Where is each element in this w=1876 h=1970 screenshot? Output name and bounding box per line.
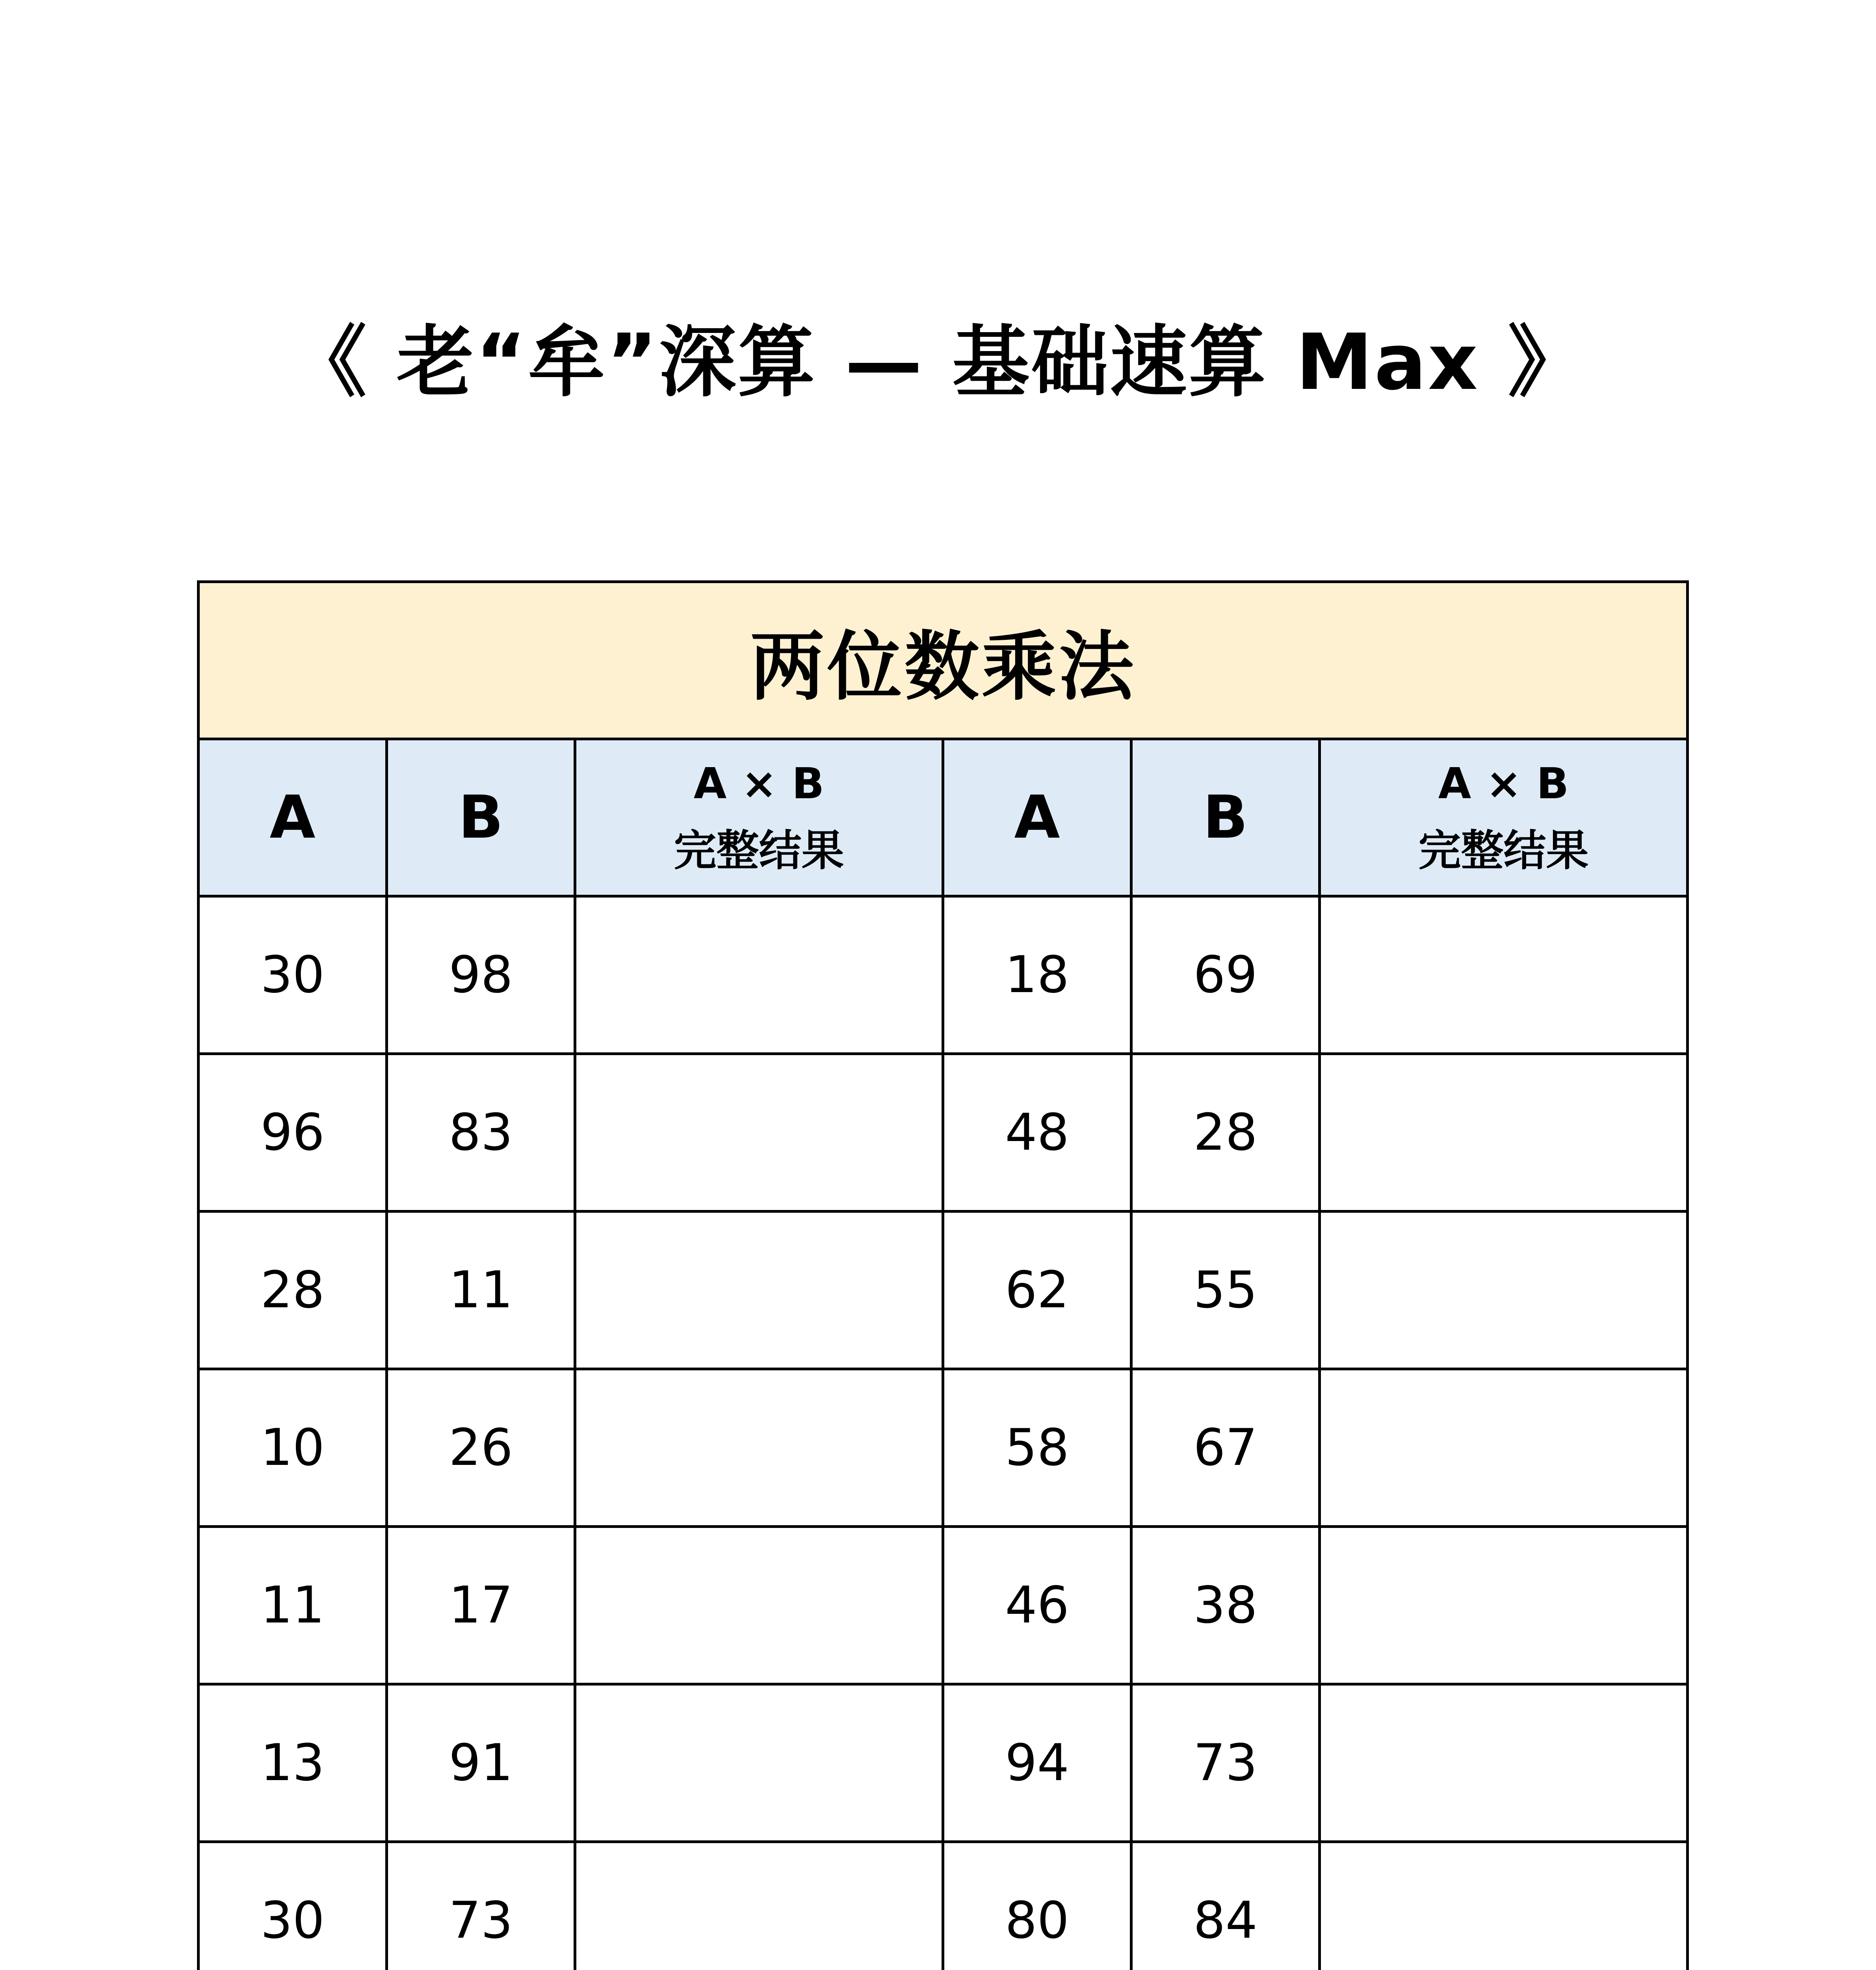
page-title: 《 老“牟”深算 — 基础速算 Max 》 [289,318,1587,407]
right-answer-box[interactable] [1320,1212,1688,1369]
header-result-label: 完整结果 [1418,826,1589,875]
left-b-value: 98 [387,896,575,1054]
left-answer-box[interactable] [575,1684,943,1842]
header-result-left [575,739,943,896]
left-a-value: 11 [199,1527,387,1684]
header-b-right: B [1131,739,1320,896]
left-a-value: 28 [199,1212,387,1369]
left-a-value: 13 [199,1684,387,1842]
left-answer-box[interactable] [575,1054,943,1212]
header-a-left: A [199,739,387,896]
left-b-value: 26 [387,1369,575,1527]
right-b-value: 28 [1131,1054,1320,1212]
left-b-value: 11 [387,1212,575,1369]
right-b-value: 69 [1131,896,1320,1054]
right-b-value: 67 [1131,1369,1320,1527]
table-row [199,1212,1688,1369]
left-a-value: 96 [199,1054,387,1212]
right-answer-box[interactable] [1320,1369,1688,1527]
header-result-label: 完整结果 [674,826,844,875]
left-b-value: 83 [387,1054,575,1212]
left-a-value: 10 [199,1369,387,1527]
left-answer-box[interactable] [575,1369,943,1527]
right-b-value: 38 [1131,1527,1320,1684]
right-a-value: 46 [943,1527,1131,1684]
multiplication-table [197,580,1689,1970]
left-b-value: 17 [387,1527,575,1684]
right-answer-box[interactable] [1320,1054,1688,1212]
left-a-value: 30 [199,896,387,1054]
left-answer-box[interactable] [575,1842,943,1970]
right-b-value: 84 [1131,1842,1320,1970]
table-row [199,1842,1688,1970]
table-row [199,1054,1688,1212]
left-answer-box[interactable] [575,1212,943,1369]
header-result-formula: A × B [693,759,825,808]
right-answer-box[interactable] [1320,896,1688,1054]
right-a-value: 48 [943,1054,1131,1212]
right-answer-box[interactable] [1320,1527,1688,1684]
right-answer-box[interactable] [1320,1684,1688,1842]
header-a-right: A [943,739,1131,896]
header-b-left: B [387,739,575,896]
header-result-formula: A × B [1438,759,1569,808]
left-b-value: 91 [387,1684,575,1842]
table-row [199,1684,1688,1842]
right-a-value: 58 [943,1369,1131,1527]
right-a-value: 62 [943,1212,1131,1369]
left-answer-box[interactable] [575,896,943,1054]
right-answer-box[interactable] [1320,1842,1688,1970]
header-result-right [1320,739,1688,896]
right-b-value: 73 [1131,1684,1320,1842]
table-row [199,1369,1688,1527]
table-row [199,896,1688,1054]
left-answer-box[interactable] [575,1527,943,1684]
left-a-value: 30 [199,1842,387,1970]
right-b-value: 55 [1131,1212,1320,1369]
right-a-value: 80 [943,1842,1131,1970]
right-a-value: 94 [943,1684,1131,1842]
table-row [199,1527,1688,1684]
right-a-value: 18 [943,896,1131,1054]
table-banner: 两位数乘法 [199,582,1688,739]
left-b-value: 73 [387,1842,575,1970]
problem-rows [199,896,1688,1970]
